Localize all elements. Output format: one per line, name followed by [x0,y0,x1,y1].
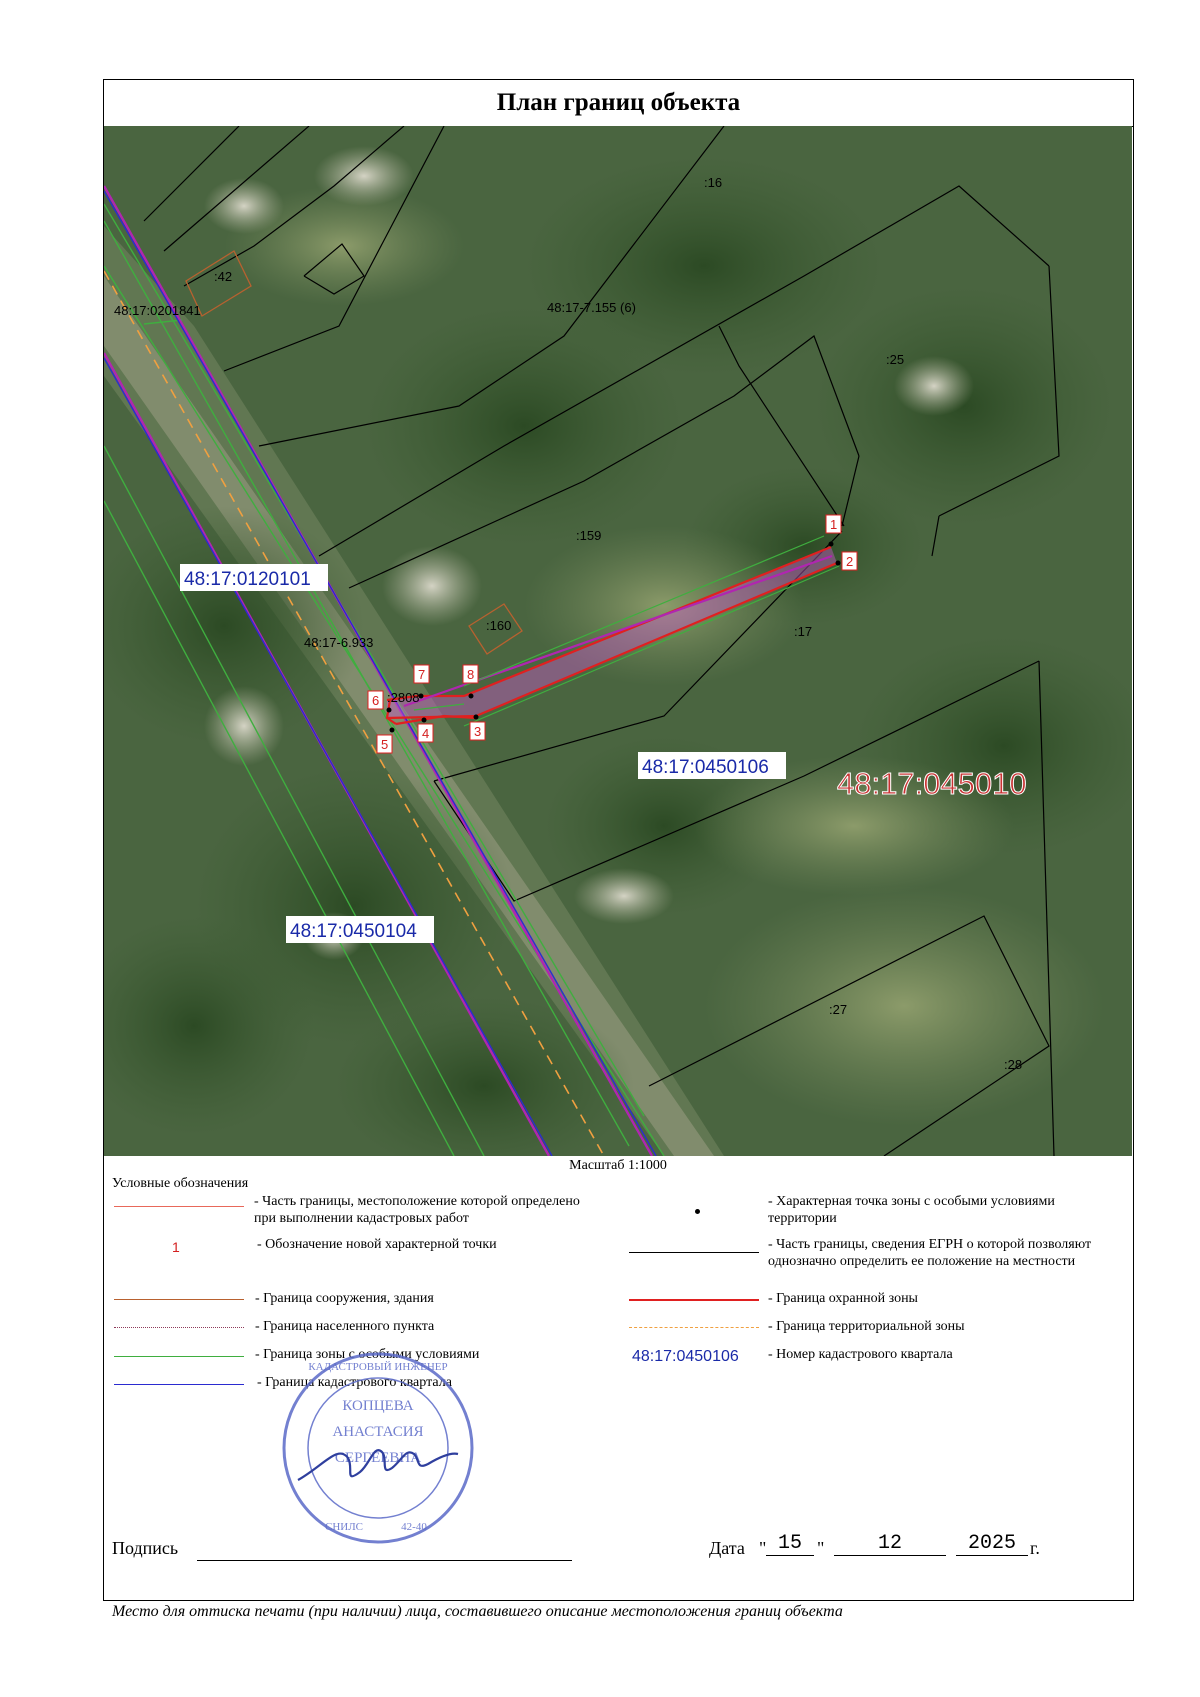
quarter-label-0450104: 48:17:0450104 [290,921,417,942]
label-parcel-0201841: 48:17:0201841 [114,303,201,318]
legend-line-building [114,1299,244,1300]
legend-text-territorial-zone: - Граница территориальной зоны [768,1319,965,1334]
point-label-7: 7 [418,667,426,682]
legend-text-special-zone: - Граница зоны с особыми условиями [255,1347,480,1362]
point-label-6: 6 [372,693,380,708]
legend-line-protected-zone [629,1299,759,1301]
legend-line-cadastral-works [114,1206,244,1207]
label-parcel-27: :27 [829,1002,848,1017]
point-label-5: 5 [381,737,389,752]
label-parcel-160: :160 [486,618,512,633]
legend-text-egrn: - Часть границы, сведения ЕГРН о которой позволяют однозначно определить ее положение на местности [768,1237,1092,1269]
stamp-place-note: Место для оттиска печати (при наличии) лица, составившего описание местоположения границ объекта [112,1603,843,1620]
legend-line-quarter [114,1384,244,1385]
quarter-overlay-label: 48:17:045010 [837,766,1027,801]
stamp-ring-bottom: СНИЛС [324,1521,364,1533]
cadastral-engineer-stamp [278,1348,478,1548]
legend-text-protected-zone: - Граница охранной зоны [768,1291,918,1306]
legend-zone-point-dot [695,1209,700,1214]
stamp-line-2: АНАСТАСИЯ [332,1424,424,1440]
legend-text-cadastral-works: - Часть границы, местоположение которой определено при выполнении кадастровых работ [254,1194,580,1226]
quarter-label-0450106: 48:17:0450106 [642,757,769,778]
label-parcel-16: :16 [704,175,723,190]
label-parcel-159: :159 [576,528,602,543]
quarter-label-0120101: 48:17:0120101 [184,569,311,590]
date-month: 12 [834,1532,946,1556]
date-label: Дата [709,1538,745,1558]
map-scale: Масштаб 1:1000 [569,1158,667,1173]
label-parcel-25: :25 [886,352,905,367]
legend-text-quarter-number: - Номер кадастрового квартала [768,1347,953,1362]
legend-new-point-symbol: 1 [172,1239,180,1255]
legend-text-quarter: - Граница кадастрового квартала [257,1375,452,1390]
point-label-2: 2 [846,554,854,569]
date-quote-open: " [759,1538,767,1558]
legend-line-settlement [114,1327,244,1328]
page-title: План границ объекта [104,80,1133,127]
document-frame [103,79,1134,1620]
label-parcel-7155: 48:17-7.155 (6) [547,300,636,315]
stamp-ring-number: 42-40 [401,1521,427,1533]
date-suffix: г. [1030,1538,1040,1558]
stamp-line-1: КОПЦЕВА [342,1398,414,1414]
date-day: 15 [766,1532,814,1556]
legend-title: Условные обозначения [112,1176,249,1191]
date-quote-close: " [817,1538,825,1558]
label-parcel-42: :42 [214,269,233,284]
legend-text-building: - Граница сооружения, здания [255,1291,434,1306]
legend-text-new-point: - Обозначение новой характерной точки [257,1237,497,1252]
legend-text-zone-point: - Характерная точка зоны с особыми условиями территории [768,1194,1055,1226]
stamp-ring-top: КАДАСТРОВЫЙ ИНЖЕНЕР [308,1361,448,1373]
map-canvas [104,126,1132,1156]
label-parcel-2808: :2808 [387,690,420,705]
stamp-line-3: СЕРГЕЕВНА [334,1450,422,1466]
label-parcel-6933: 48:17-6.933 [304,635,374,650]
legend-line-special-zone [114,1356,244,1357]
point-label-4: 4 [422,726,430,741]
label-parcel-17: :17 [794,624,813,639]
point-label-3: 3 [474,724,482,739]
label-parcel-28: :28 [1004,1057,1023,1072]
satellite-map [104,126,1132,1156]
point-label-8: 8 [467,667,475,682]
legend-quarter-number-sample: 48:17:0450106 [632,1348,739,1365]
signature-label: Подпись [112,1538,179,1558]
legend-text-settlement: - Граница населенного пункта [255,1319,435,1334]
point-label-1: 1 [830,517,838,532]
signature-line [197,1560,572,1561]
date-year: 2025 [956,1532,1028,1556]
legend-line-egrn [629,1252,759,1253]
legend-line-territorial-zone [629,1327,759,1328]
